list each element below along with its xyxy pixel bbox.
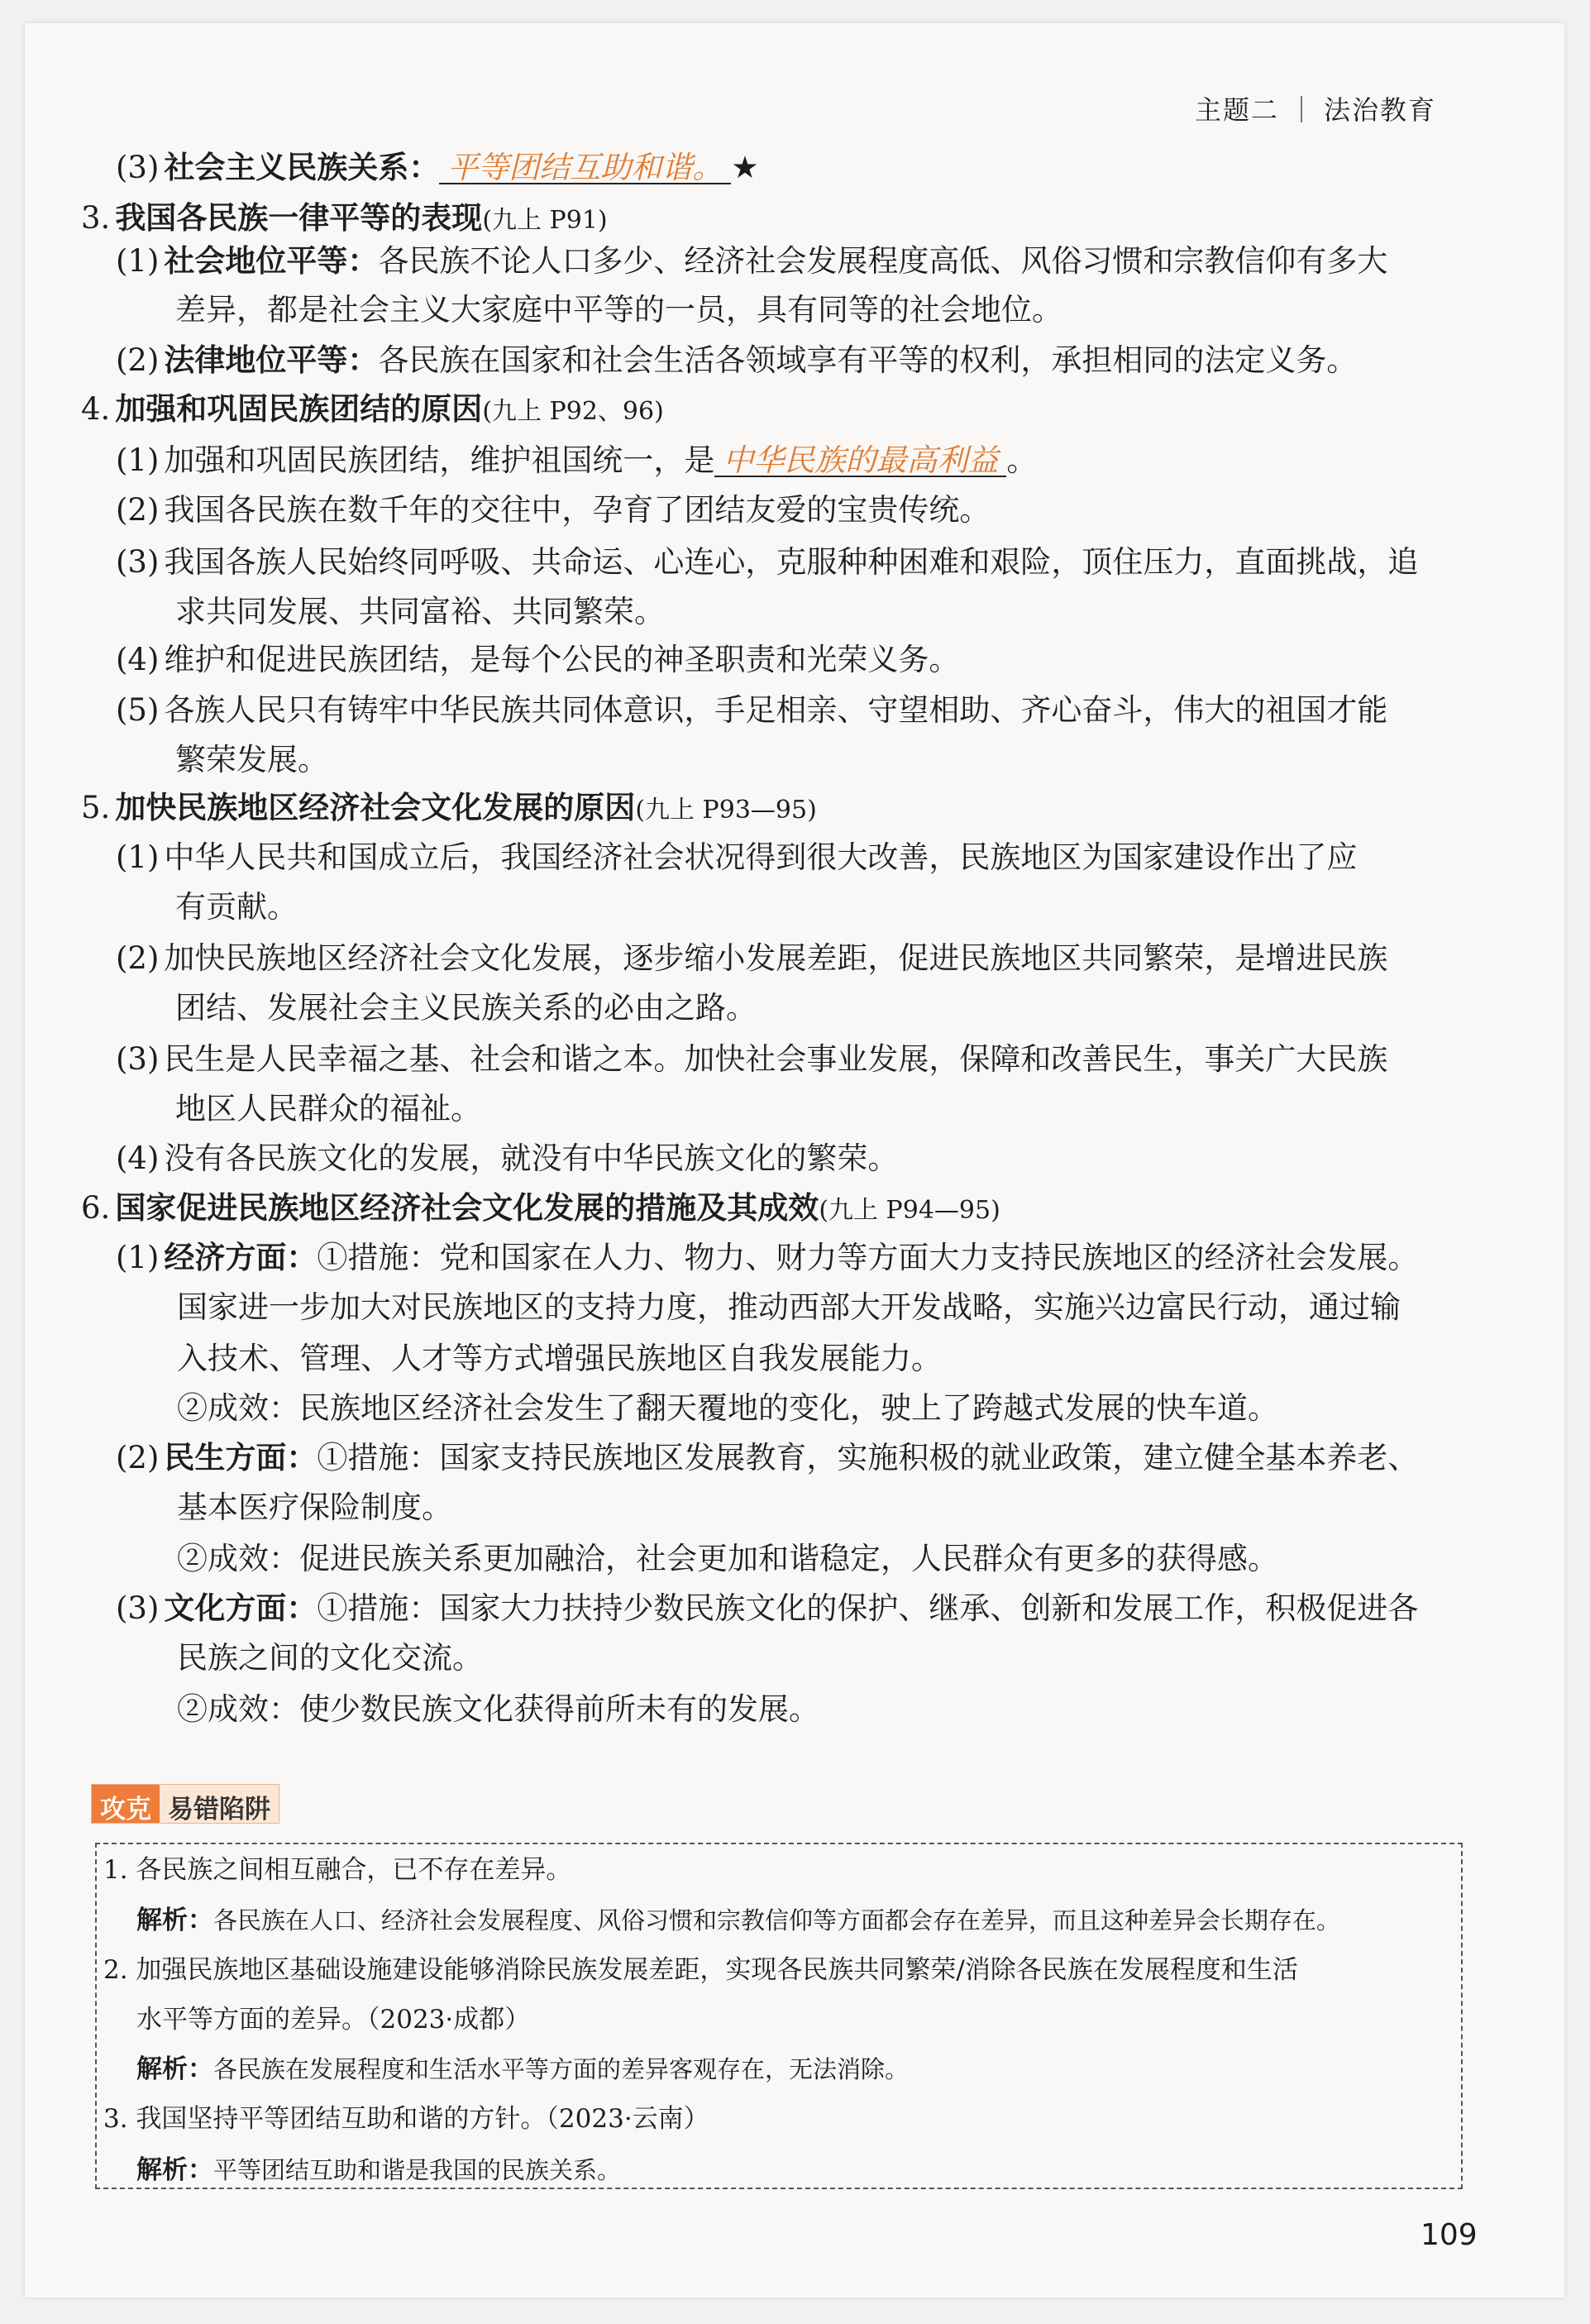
- content-line: [116, 152, 759, 184]
- analysis-text: 各民族在发展程度和生活水平等方面的差异客观存在，无法消除。: [213, 2055, 910, 2083]
- content-line: [177, 1289, 1401, 1325]
- line-text: 我国各民族在数千年的交往中，孕育了团结友爱的宝贵传统。: [164, 492, 991, 528]
- content-line: [116, 342, 1358, 378]
- item-label: (2): [116, 1440, 160, 1475]
- line-text: 基本医疗保险制度。: [177, 1490, 452, 1525]
- line-text: 加强和巩固民族团结，维护祖国统一，是: [164, 442, 715, 478]
- item-label: (1): [116, 243, 160, 279]
- item-label: (2): [116, 940, 160, 976]
- pitfall-tag: [91, 1784, 279, 1824]
- bold-term: 法律地位平等：: [164, 342, 379, 378]
- item-label: (3): [116, 544, 160, 580]
- bold-term: 国家促进民族地区经济社会文化发展的措施及其成效: [115, 1190, 819, 1226]
- item-label: (4): [116, 642, 160, 677]
- bold-term: 加快民族地区经济社会文化发展的原因: [115, 790, 636, 825]
- content-line: [81, 792, 817, 823]
- pitfall-line: [136, 1908, 1340, 1934]
- pitfall-line: [103, 1855, 572, 1885]
- line-text: 团结、发展社会主义民族关系的必由之路。: [175, 990, 757, 1026]
- running-header: [1195, 89, 1436, 127]
- content-line: [175, 889, 298, 925]
- item-label: 5.: [81, 790, 111, 825]
- pitfall-box: [95, 1843, 1463, 2189]
- content-line: [116, 940, 1388, 976]
- line-text: 民族之间的文化交流。: [177, 1640, 483, 1676]
- pitfall-line: [136, 2155, 622, 2185]
- statement-text: 3. 我国坚持平等团结互助和谐的方针。（2023·云南）: [103, 2104, 709, 2134]
- content-line: [116, 1590, 1419, 1626]
- line-text: 民生是人民幸福之基、社会和谐之本。加快社会事业发展，保障和改善民生，事关广大民族: [164, 1041, 1388, 1077]
- content-line: [116, 492, 991, 528]
- item-label: (2): [116, 342, 160, 378]
- content-line: [177, 1640, 483, 1676]
- item-label: (1): [116, 442, 160, 478]
- pitfall-tag-title: 易错陷阱: [160, 1785, 279, 1823]
- answer-fill: 中华民族的最高利益: [714, 445, 1006, 477]
- header-divider: [1301, 96, 1302, 122]
- bold-term: 社会主义民族关系：: [164, 150, 440, 185]
- line-text: 有贡献。: [175, 889, 298, 925]
- item-label: (3): [116, 150, 160, 185]
- page-number: 109: [1420, 2218, 1478, 2252]
- content-line: [116, 1442, 1418, 1473]
- line-text: ①措施：国家支持民族地区发展教育，实施积极的就业政策，建立健全基本养老、: [317, 1440, 1419, 1475]
- content-line: [81, 391, 664, 427]
- line-text: 中华人民共和国成立后，我国经济社会状况得到很大改善，民族地区为国家建设作出了应: [164, 839, 1358, 875]
- line-text: 各民族不论人口多少、经济社会发展程度高低、风俗习惯和宗教信仰有多大: [378, 243, 1388, 279]
- line-text: 加快民族地区经济社会文化发展，逐步缩小发展差距，促进民族地区共同繁荣，是增进民族: [164, 940, 1388, 976]
- line-text: 差异，都是社会主义大家庭中平等的一员，具有同等的社会地位。: [175, 292, 1062, 328]
- content-line: [177, 1492, 452, 1523]
- pitfall-line: [103, 2106, 709, 2132]
- analysis-label: 解析：: [136, 2155, 213, 2185]
- item-label: (5): [116, 692, 160, 728]
- content-line: [81, 200, 608, 236]
- line-text: ②成效：促进民族关系更加融洽，社会更加和谐稳定，人民群众有更多的获得感。: [177, 1541, 1278, 1576]
- content-line: [177, 1343, 942, 1374]
- line-text: ②成效：使少数民族文化获得前所未有的发展。: [177, 1691, 819, 1727]
- line-text: 我国各族人民始终同呼吸、共命运、心连心，克服种种困难和艰险，顶住压力，直面挑战，追: [164, 544, 1419, 580]
- content-line: [175, 990, 757, 1026]
- line-text: 繁荣发展。: [175, 742, 328, 777]
- content-line: [116, 1242, 1418, 1273]
- line-text: 各民族在国家和社会生活各领域享有平等的权利，承担相同的法定义务。: [378, 342, 1358, 378]
- statement-text: 2. 加强民族地区基础设施建设能够消除民族发展差距，实现各民族共同繁荣/消除各民族在发展程度和生活: [103, 1955, 1298, 1985]
- content-line: [175, 596, 665, 627]
- content-line: [116, 692, 1388, 728]
- line-text: 各族人民只有铸牢中华民族共同体意识，手足相亲、守望相助、齐心奋斗，伟大的祖国才能: [164, 692, 1388, 728]
- bold-term: 加强和巩固民族团结的原因: [115, 391, 483, 427]
- pitfall-tag-label: 攻克: [92, 1785, 160, 1823]
- content-line: [116, 1041, 1388, 1077]
- content-line: [116, 644, 959, 675]
- line-text: 入技术、管理、人才等方式增强民族地区自我发展能力。: [177, 1341, 942, 1376]
- statement-text: 水平等方面的差异。（2023·成都）: [136, 2005, 531, 2035]
- line-text: ①措施：党和国家在人力、物力、财力等方面大力支持民族地区的经济社会发展。: [317, 1240, 1419, 1275]
- page-reference: (九上 P93—95): [635, 796, 817, 825]
- header-chapter: 法治教育: [1324, 94, 1437, 126]
- pitfall-line: [136, 2054, 910, 2084]
- line-text: ②成效：民族地区经济社会发生了翻天覆地的变化，驶上了跨越式发展的快车道。: [177, 1390, 1278, 1426]
- content-line: [116, 442, 1038, 478]
- line-tail: ★: [731, 150, 759, 185]
- pitfall-line: [103, 1955, 1298, 1985]
- item-label: 3.: [81, 200, 111, 236]
- line-text: 维护和促进民族团结，是每个公民的神圣职责和光荣义务。: [164, 642, 960, 677]
- item-label: (2): [116, 492, 160, 528]
- item-label: 6.: [81, 1190, 111, 1226]
- page-reference: (九上 P94—95): [819, 1196, 1000, 1225]
- bold-term: 社会地位平等：: [164, 243, 379, 279]
- content-line: [175, 1093, 481, 1124]
- answer-fill: 平等团结互助和谐。: [439, 152, 731, 184]
- content-line: [116, 544, 1419, 580]
- content-line: [81, 1190, 1000, 1226]
- item-label: (1): [116, 1240, 160, 1275]
- analysis-text: 平等团结互助和谐是我国的民族关系。: [213, 2156, 622, 2184]
- content-line: [116, 1140, 899, 1176]
- bold-term: 我国各民族一律平等的表现: [115, 200, 483, 236]
- line-tail: 。: [1006, 442, 1038, 478]
- content-line: [116, 839, 1358, 875]
- line-text: ①措施：国家大力扶持少数民族文化的保护、继承、创新和发展工作，积极促进各: [317, 1590, 1419, 1626]
- item-label: (3): [116, 1041, 160, 1077]
- pitfall-line: [136, 2007, 530, 2033]
- line-text: 求共同发展、共同富裕、共同繁荣。: [175, 594, 665, 629]
- content-line: [177, 1390, 1278, 1426]
- page-reference: (九上 P92、96): [482, 397, 664, 426]
- content-line: [177, 1691, 819, 1727]
- analysis-label: 解析：: [136, 1906, 213, 1935]
- content-line: [177, 1543, 1278, 1574]
- line-text: 国家进一步加大对民族地区的支持力度，推动西部大开发战略，实施兴边富民行动，通过输: [177, 1289, 1401, 1325]
- bold-term: 经济方面：: [164, 1240, 318, 1275]
- statement-text: 1. 各民族之间相互融合，已不存在差异。: [103, 1855, 572, 1885]
- page-reference: (九上 P91): [482, 206, 608, 235]
- line-text: 没有各民族文化的发展，就没有中华民族文化的繁荣。: [164, 1140, 899, 1176]
- content-line: [175, 744, 328, 775]
- analysis-label: 解析：: [136, 2054, 213, 2084]
- item-label: (4): [116, 1140, 160, 1176]
- content-line: [116, 243, 1388, 279]
- item-label: (1): [116, 839, 160, 875]
- item-label: 4.: [81, 391, 111, 427]
- content-line: [175, 292, 1062, 328]
- item-label: (3): [116, 1590, 160, 1626]
- header-topic: 主题二: [1195, 94, 1280, 126]
- bold-term: 民生方面：: [164, 1440, 318, 1475]
- line-text: 地区人民群众的福祉。: [175, 1091, 481, 1126]
- bold-term: 文化方面：: [164, 1590, 318, 1626]
- analysis-text: 各民族在人口、经济社会发展程度、风俗习惯和宗教信仰等方面都会存在差异，而且这种差异会长期存在。: [213, 1906, 1341, 1934]
